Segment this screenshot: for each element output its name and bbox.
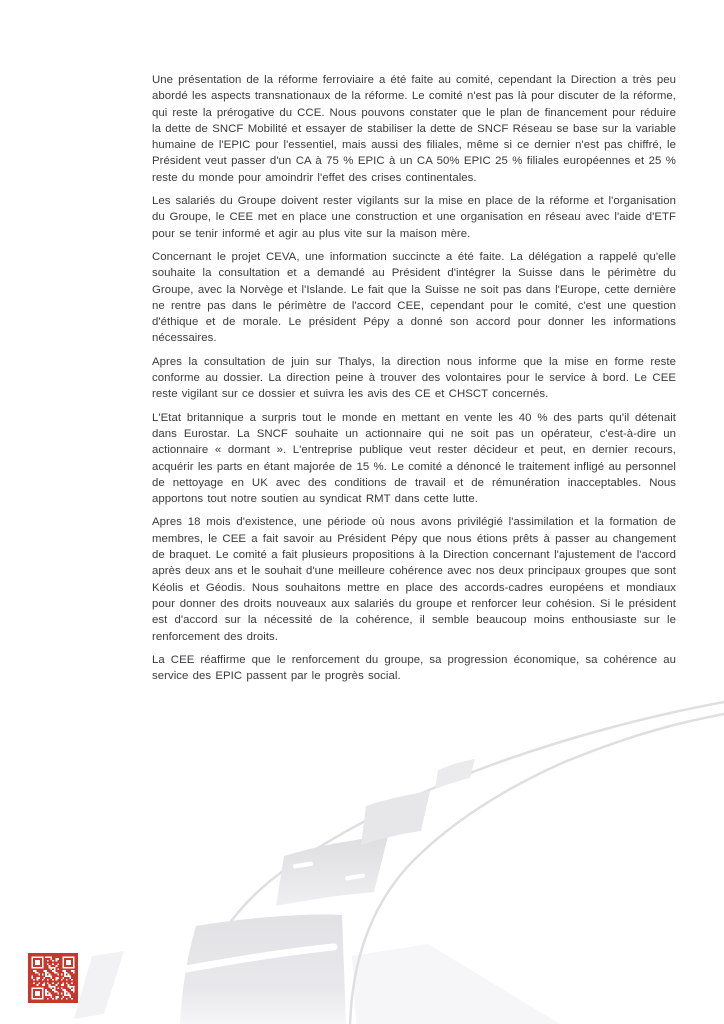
- paragraph-conclusion: La CEE réaffirme que le renforcement du groupe, sa progression économique, sa cohérence au service des EPIC passent par le progrès social.: [152, 653, 676, 683]
- road-graphic: [0, 694, 724, 1024]
- paragraph-salaries-groupe: Les salariés du Groupe doivent rester vigilants sur la mise en place de la réforme et l'organisation du Groupe, le CEE met en place une construction et une organisation en réseau avec l'aide d'ETF pour se tenir informé et agir au plus vite sur la maison mère.: [152, 195, 676, 240]
- paragraph-projet-ceva: Concernant le projet CEVA, une information succincte a été faite. La délégation a rappelé qu'elle souhaite la consultation et a demandé au Président d'intégrer la Suisse dans le périmètre du Groupe, avec la Norvège et l'Islande. Le fait que la Suisse ne soit pas dans l'Europe, cette dernière ne rentre pas dans le périmètre de l'accord CEE, cependant pour le comité, c'est une question d'éthique et de morale. Le président Pépy a donné son accord pour donner les informations nécessaires.: [152, 250, 676, 345]
- paragraph-reforme-ferroviaire: Une présentation de la réforme ferroviaire a été faite au comité, cependant la Direction a très peu abordé les aspects transnationaux de la réforme. Le comité n'est pas là pour discuter de la réforme, qui reste la prérogative du CCE. Nous pouvons constater que le plan de financement pour réduire la dette de SNCF Mobilité et essayer de stabiliser la dette de SNCF Réseau se base sur la variable humaine de l'EPIC pour l'essentiel, mais aussi des filiales, même si ce dernier n'est pas chiffré, le Président veut passer d'un CA à 75 % EPIC à un CA 50% EPIC 25 % filiales européennes et 25 % reste du monde pour amoindrir l'effet des crises continentales.: [152, 74, 676, 184]
- paragraph-eurostar: L'Etat britannique a surpris tout le monde en mettant en vente les 40 % des parts qu'il détenait dans Eurostar. La SNCF souhaite un actionnaire qui ne soit pas un opérateur, c'est-à-dire un actionnaire « dormant ». L'entreprise publique veut rester décideur et peut, en dernier recours, acquérir les parts en étant majorée de 15 %. Le comité a dénoncé le traitement infligé au personnel de nettoyage en UK avec des conditions de travail et de rémunération inacceptables. Nous apportons tout notre soutien au syndicat RMT dans cette lutte.: [152, 411, 676, 506]
- qr-code-icon: [28, 953, 78, 1003]
- document-body: [152, 72, 676, 691]
- paragraph-thalys: Apres la consultation de juin sur Thalys, la direction nous informe que la mise en forme reste conforme au dossier. La direction peine à trouver des volontaires pour le service à bord. Le CEE reste vigilant sur ce dossier et suivra les avis des CE et CHSCT concernés.: [152, 355, 676, 401]
- paragraph-18-mois: Apres 18 mois d'existence, une période où nous avons privilégié l'assimilation et la formation de membres, le CEE a fait savoir au Président Pépy que nous étions prêts à passer au changement de braquet. Le comité a fait plusieurs propositions à la Direction concernant l'ajustement de l'accord après deux ans et le souhait d'une meilleure cohérence avec nos deux principaux groupes que sont Kéolis et Géodis. Nous souhaitons mettre en place des accords-cadres européens et mondiaux pour donner des droits nouveaux aux salariés du groupe et renforcer leur cohésion. Si le président est d'accord sur la nécessité de la cohérence, il semble beaucoup moins enthousiaste sur le renforcement des droits.: [152, 516, 676, 643]
